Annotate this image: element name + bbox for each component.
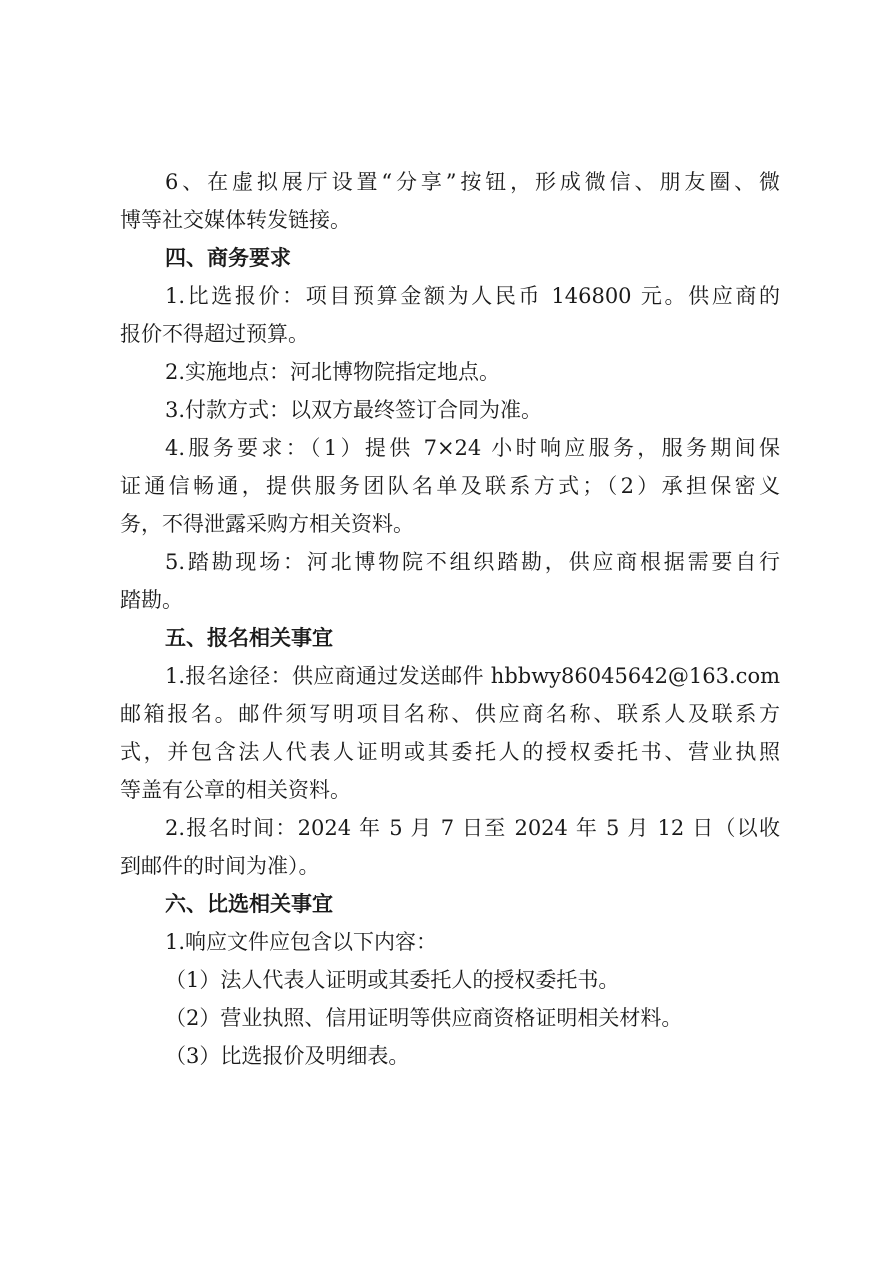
service-line-2: 证通信畅通，提供服务团队名单及联系方式；（2）承担保密义 <box>120 474 780 498</box>
section-4-heading: 四、商务要求 <box>165 245 291 270</box>
response-docs-item-2: （2）营业执照、信用证明等供应商资格证明相关材料。 <box>165 1006 683 1030</box>
service-line-3: 务，不得泄露采购方相关资料。 <box>120 512 414 536</box>
registration-method-line-1: 1.报名途径：供应商通过发送邮件 hbbwy86045642@163.com <box>165 664 780 688</box>
site-visit-line-2: 踏勘。 <box>120 588 183 612</box>
section-6-heading: 六、比选相关事宜 <box>165 891 333 916</box>
location-line: 2.实施地点：河北博物院指定地点。 <box>165 360 501 384</box>
response-docs-item-3: （3）比选报价及明细表。 <box>165 1044 410 1068</box>
registration-method-line-2: 邮箱报名。邮件须写明项目名称、供应商名称、联系人及联系方 <box>120 702 780 726</box>
budget-line-2: 报价不得超过预算。 <box>120 322 309 346</box>
registration-method-line-3: 式，并包含法人代表人证明或其委托人的授权委托书、营业执照 <box>120 740 780 764</box>
item6-line-1: 6、在虚拟展厅设置“分享”按钮，形成微信、朋友圈、微 <box>165 170 780 194</box>
payment-line: 3.付款方式：以双方最终签订合同为准。 <box>165 398 543 422</box>
response-docs-line: 1.响应文件应包含以下内容： <box>165 930 438 954</box>
section-5-heading: 五、报名相关事宜 <box>165 625 333 650</box>
service-line-1: 4.服务要求：（1）提供 7×24 小时响应服务，服务期间保 <box>165 436 780 460</box>
response-docs-item-1: （1）法人代表人证明或其委托人的授权委托书。 <box>165 968 620 992</box>
registration-time-line-1: 2.报名时间：2024 年 5 月 7 日至 2024 年 5 月 12 日（以收 <box>165 816 780 840</box>
registration-time-line-2: 到邮件的时间为准）。 <box>120 854 320 878</box>
item6-line-2: 博等社交媒体转发链接。 <box>120 208 351 232</box>
registration-method-line-4: 等盖有公章的相关资料。 <box>120 778 351 802</box>
site-visit-line-1: 5.踏勘现场：河北博物院不组织踏勘，供应商根据需要自行 <box>165 550 780 574</box>
budget-line-1: 1.比选报价：项目预算金额为人民币 146800 元。供应商的 <box>165 284 780 308</box>
